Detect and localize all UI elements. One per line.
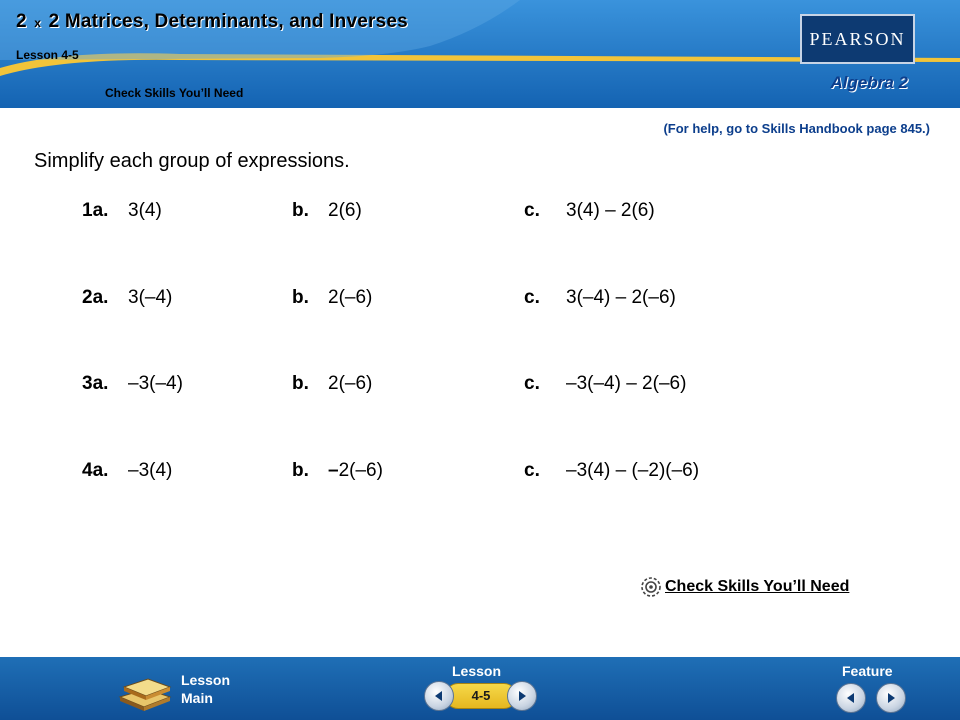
course-label: Algebra 2 bbox=[830, 73, 908, 92]
problem-1a bbox=[82, 200, 162, 222]
problem-expression: 2(–6) bbox=[328, 287, 373, 308]
lesson-prev-button[interactable] bbox=[424, 681, 454, 711]
problem-expression: 2(–6) bbox=[328, 373, 373, 394]
problem-3c bbox=[524, 373, 686, 395]
lesson-main-books-icon[interactable] bbox=[116, 667, 174, 711]
problem-label: c. bbox=[524, 287, 540, 308]
lesson-main-line-2[interactable]: Main bbox=[181, 690, 213, 706]
lesson-next-button[interactable] bbox=[507, 681, 537, 711]
problem-expression: –3(4) bbox=[128, 460, 173, 481]
chapter-title-times: x bbox=[34, 16, 42, 30]
problem-4b bbox=[292, 460, 383, 482]
chapter-title bbox=[16, 11, 408, 33]
problem-3a bbox=[82, 373, 183, 395]
problem-expression: –3(–4) – 2(–6) bbox=[566, 373, 687, 394]
triangle-left-icon bbox=[844, 691, 858, 705]
problem-label: 4a. bbox=[82, 460, 109, 481]
problem-2b bbox=[292, 287, 372, 309]
problem-expression: 3(–4) bbox=[128, 287, 173, 308]
problem-1b bbox=[292, 200, 362, 222]
problem-3b bbox=[292, 373, 372, 395]
problem-expression: 2(6) bbox=[328, 200, 362, 221]
triangle-left-icon bbox=[432, 689, 446, 703]
problem-expression: 2(–6) bbox=[338, 460, 383, 481]
problem-label: b. bbox=[292, 373, 309, 394]
spiral-audio-icon bbox=[640, 576, 662, 598]
problem-label: 3a. bbox=[82, 373, 109, 394]
lesson-label: Lesson 4-5 bbox=[16, 48, 79, 62]
problem-label: 2a. bbox=[82, 287, 109, 308]
lesson-main-label[interactable] bbox=[181, 671, 230, 707]
problem-label: b. bbox=[292, 460, 309, 481]
lesson-nav-label: Lesson bbox=[452, 663, 502, 679]
footer-bar bbox=[0, 657, 960, 720]
problem-2c bbox=[524, 287, 676, 309]
problem-negative-sign: – bbox=[328, 460, 339, 481]
problem-4c bbox=[524, 460, 699, 482]
problem-1c bbox=[524, 200, 655, 222]
triangle-right-icon bbox=[884, 691, 898, 705]
problem-label: 1a. bbox=[82, 200, 109, 221]
pearson-logo: PEARSON bbox=[800, 14, 915, 64]
help-text: (For help, go to Skills Handbook page 845.) bbox=[663, 121, 930, 136]
problem-expression: 3(4) bbox=[128, 200, 162, 221]
lesson-number-badge: 4-5 bbox=[445, 683, 517, 709]
problem-expression: –3(4) – (–2)(–6) bbox=[566, 460, 700, 481]
problem-label: b. bbox=[292, 287, 309, 308]
problem-expression: –3(–4) bbox=[128, 373, 183, 394]
check-skills-link[interactable] bbox=[640, 576, 849, 598]
section-label: Check Skills You’ll Need bbox=[105, 86, 244, 100]
chapter-title-text: 2 Matrices, Determinants, and Inverses bbox=[48, 11, 408, 32]
problem-label: b. bbox=[292, 200, 309, 221]
problem-2a bbox=[82, 287, 172, 309]
problem-expression: 3(4) – 2(6) bbox=[566, 200, 655, 221]
lesson-main-line-1[interactable]: Lesson bbox=[181, 672, 231, 688]
instructions: Simplify each group of expressions. bbox=[34, 150, 350, 172]
check-skills-link-text[interactable]: Check Skills You’ll Need bbox=[665, 578, 850, 595]
feature-next-button[interactable] bbox=[876, 683, 906, 713]
feature-nav-label: Feature bbox=[842, 663, 893, 679]
feature-prev-button[interactable] bbox=[836, 683, 866, 713]
header-banner bbox=[0, 0, 960, 108]
problem-4a bbox=[82, 460, 172, 482]
problem-label: c. bbox=[524, 200, 540, 221]
problem-label: c. bbox=[524, 373, 540, 394]
problem-label: c. bbox=[524, 460, 540, 481]
triangle-right-icon bbox=[515, 689, 529, 703]
problem-expression: 3(–4) – 2(–6) bbox=[566, 287, 676, 308]
chapter-title-num: 2 bbox=[16, 11, 27, 32]
